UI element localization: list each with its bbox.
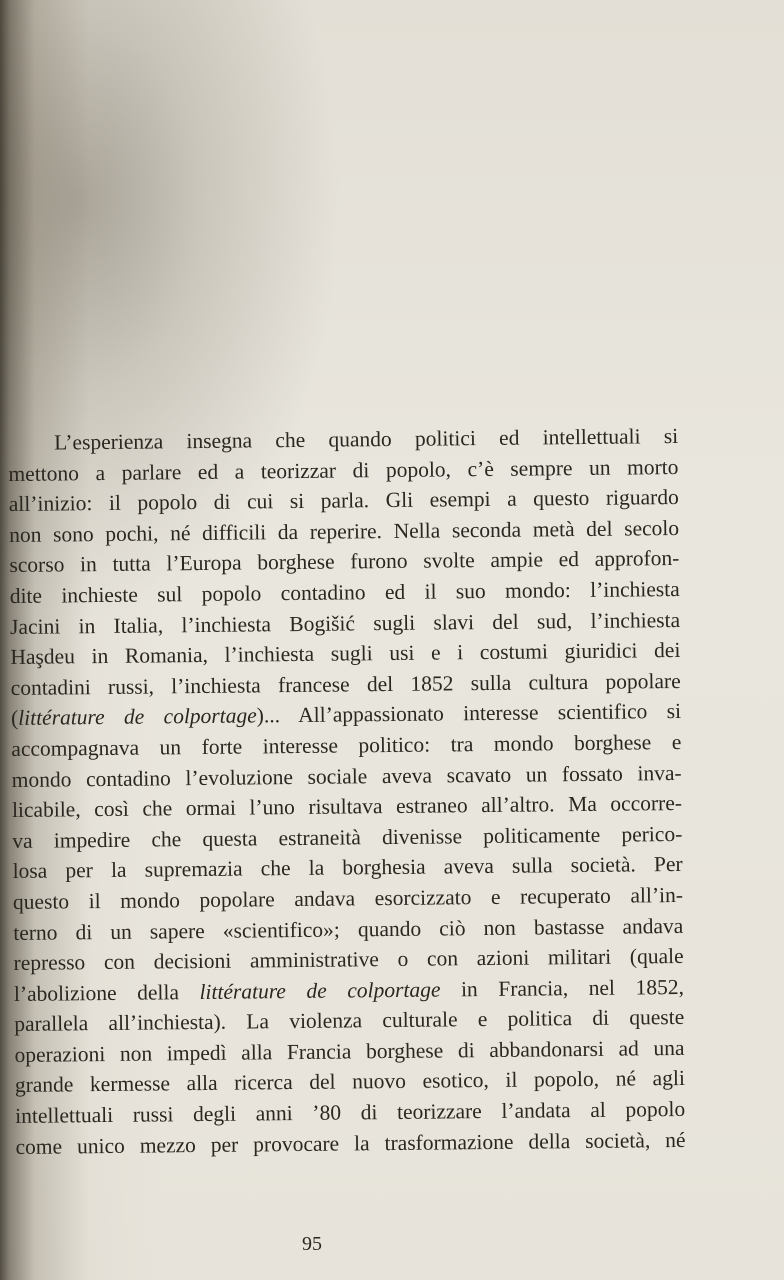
text-line: terno di un sapere «scientifico»; quando ciò non bastasse andava — [13, 913, 684, 945]
text-line: licabile, così che ormai l’uno risultava estraneo all’altro. Ma occorre- — [11, 791, 683, 823]
text-line: accompagnava un forte interesse politico: tra mondo borghese e — [11, 729, 682, 761]
text-line: come unico mezzo per provocare la trasformazione della società, né — [15, 1127, 686, 1159]
text-fragment: )... All’appassionato interesse scientifico si — [256, 699, 682, 728]
text-fragment: in Francia, nel 1852, — [440, 974, 685, 1002]
text-line: represso con decisioni amministrative o con azioni militari (quale — [13, 944, 684, 976]
text-line: Haşdeu in Romania, l’inchiesta sugli usi e i costumi giuridici dei — [10, 638, 681, 670]
text-line: parallela all’inchiesta). La violenza culturale e politica di queste — [14, 1005, 685, 1037]
text-line: scorso in tutta l’Europa borghese furono svolte ampie ed approfon- — [9, 546, 680, 578]
text-line: dite inchieste sul popolo contadino ed il suo mondo: l’inchiesta — [9, 576, 680, 608]
text-fragment: l’abolizione della — [13, 979, 200, 1006]
italic-term: littérature de colportage — [199, 977, 441, 1004]
text-line: intellettuali russi degli anni ’80 di teorizzare l’andata al popolo — [15, 1097, 686, 1129]
body-text — [8, 421, 686, 1162]
text-line: operazioni non impedì alla Francia borghese di abbandonarsi ad una — [14, 1035, 685, 1067]
text-line: va impedire che questa estraneità divenisse politicamente perico- — [12, 821, 683, 853]
text-line: losa per la supremazia che la borghesia aveva sulla società. Per — [12, 852, 683, 884]
page-number: 95 — [302, 1233, 322, 1255]
text-line: L’esperienza insegna che quando politici ed intellettuali si — [54, 423, 679, 455]
text-line: mondo contadino l’evoluzione sociale aveva scavato un fossato inva- — [11, 760, 682, 792]
text-line: grande kermesse alla ricerca del nuovo esotico, il popolo, né agli — [14, 1066, 685, 1098]
text-line: non sono pochi, né difficili da reperire. Nella seconda metà del secolo — [8, 515, 680, 547]
text-line: all’inizio: il popolo di cui si parla. Gli esempi a questo riguardo — [8, 485, 679, 517]
italic-term: littérature de colportage — [18, 703, 257, 731]
text-line: mettono a parlare ed a teorizzar di popolo, c’è sempre un morto — [8, 454, 679, 486]
text-line: Jacini in Italia, l’inchiesta Bogišić sugli slavi del sud, l’inchiesta — [9, 607, 681, 639]
text-line: contadini russi, l’inchiesta francese del 1852 sulla cultura popolare — [10, 668, 681, 700]
text-fragment: ( — [10, 706, 19, 731]
text-line: questo il mondo popolare andava esorcizzato e recuperato all’in- — [12, 882, 684, 914]
